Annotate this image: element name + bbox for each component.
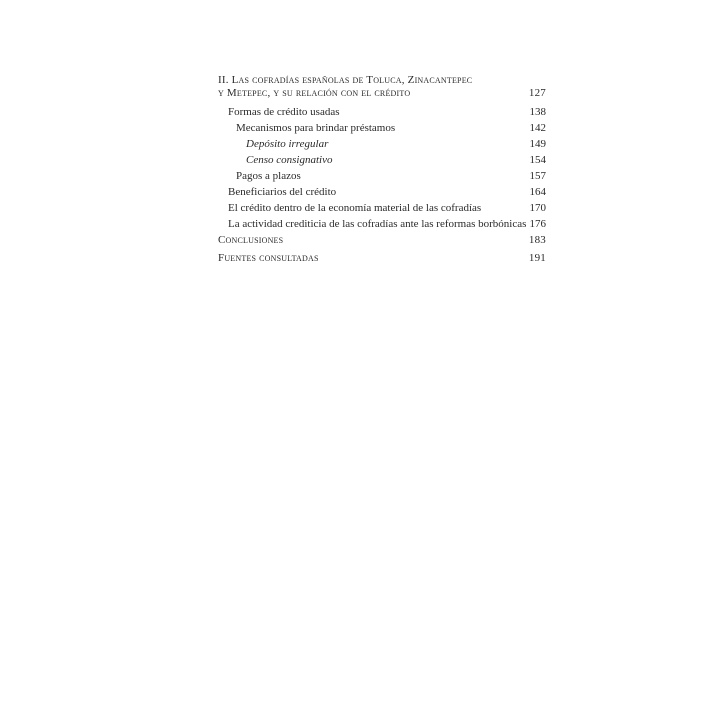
toc-entry	[218, 120, 546, 136]
toc-entry	[218, 152, 546, 168]
toc-entry-title: El crédito dentro de la economía material de las cofradías	[228, 202, 482, 214]
toc-chapter-entry	[218, 74, 546, 101]
toc-entry	[218, 136, 546, 152]
toc-entry-title: Mecanismos para brindar préstamos	[236, 122, 396, 134]
table-of-contents	[218, 74, 546, 266]
toc-entry-title: Depósito irregular	[246, 138, 329, 150]
toc-page-number: 138	[529, 106, 546, 118]
toc-entry-title: Conclusiones	[218, 234, 284, 246]
toc-page-number: 170	[529, 202, 546, 214]
toc-page-number: 154	[529, 154, 546, 166]
toc-entry-title: La actividad crediticia de las cofradías ante las reformas borbónicas	[228, 218, 527, 230]
toc-entry-title: Censo consignativo	[246, 154, 333, 166]
toc-page-number: 157	[529, 170, 546, 182]
toc-entry	[218, 200, 546, 216]
toc-page-number: 176	[529, 218, 546, 230]
toc-chapter-title-line2: y Metepec, y su relación con el crédito	[218, 87, 411, 99]
toc-page-number: 164	[529, 186, 546, 198]
toc-entry	[218, 216, 546, 232]
toc-entry-title: Beneficiarios del crédito	[228, 186, 337, 198]
toc-entry-title: Fuentes consultadas	[218, 252, 319, 264]
toc-page-number: 183	[528, 234, 546, 246]
toc-fuentes-entry	[218, 250, 546, 266]
toc-entry	[218, 184, 546, 200]
toc-entry-title: Pagos a plazos	[236, 170, 301, 182]
toc-page-number: 142	[529, 122, 546, 134]
toc-chapter-title	[218, 74, 472, 100]
toc-entry	[218, 104, 546, 120]
toc-page-number: 191	[528, 252, 546, 264]
toc-entry	[218, 168, 546, 184]
toc-page-number: 127	[528, 87, 546, 99]
toc-entry-title: Formas de crédito usadas	[228, 106, 340, 118]
toc-chapter-title-line1: II. Las cofradías españolas de Toluca, Zinacantepec	[218, 74, 473, 86]
toc-conclusiones-entry	[218, 232, 546, 248]
toc-page-number: 149	[529, 138, 546, 150]
